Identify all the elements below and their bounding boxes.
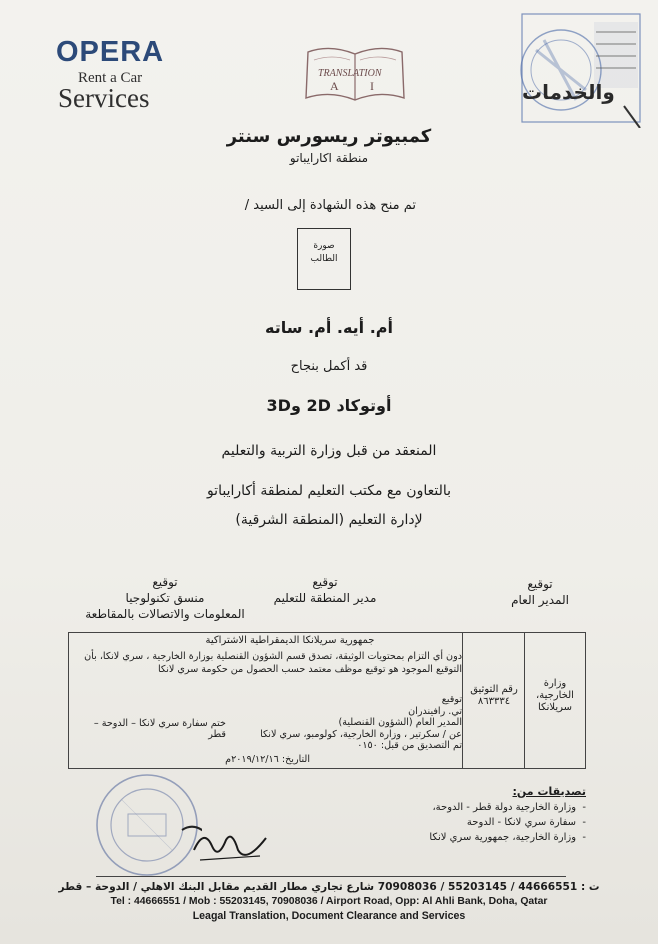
attestation-body-line2: التوقيع الموجود هو توقيع موظف معتمد حسب الحصول من حكومة سري لانكا	[157, 663, 462, 675]
institute-name: كمبيوتر ريسورس سنتر	[226, 126, 432, 147]
logo-tagline: Rent a Car	[78, 70, 143, 86]
list-item: - سفارة سري لانكا - الدوحة	[466, 817, 586, 828]
cooperation-line-1: بالتعاون مع مكتب التعليم لمنطقة أكارايباتو	[206, 483, 452, 499]
signature-general-manager	[488, 576, 592, 608]
attestation-signer	[200, 694, 462, 752]
svg-text:I: I	[370, 79, 374, 93]
translation-book-icon	[300, 40, 410, 108]
embassy-stamp-icon	[516, 10, 646, 128]
footer-arabic-contact: ت : 44666551 / 55203145 / 70908036 شارع تجاري مطار القديم مقابل البنك الاهلي / الدوحة – قطر	[58, 881, 600, 893]
footer-contact: Tel : 44666551 / Mob : 55203145, 70908036 / Airport Road, Opp: Al Ahli Bank, Doha, Qatar	[110, 896, 548, 907]
table-divider	[524, 632, 525, 769]
attestation-date: التاريخ: ٢٠١٩/١٢/١٦م	[225, 754, 310, 765]
svg-text:A: A	[330, 79, 339, 93]
region-name: منطقة اكارايباتو	[289, 151, 369, 165]
signer-title: المدير العام (الشؤون القنصلية)	[338, 717, 462, 729]
recipient-name: أم. أيه. أم. ساته	[264, 318, 393, 337]
ref-number: ٨٦٣٣٣٤	[477, 696, 511, 707]
granted-to-text: تم منح هذه الشهادة إلى السيد /	[244, 198, 416, 213]
signer-org: عن / سكرتير ، وزارة الخارجية، كولومبو، سري لانكا	[260, 728, 462, 740]
stamp-services-text: والخدمات	[522, 80, 615, 104]
photo-label	[297, 240, 351, 266]
signature-title-line1: منسق تكنولوجيا	[125, 591, 205, 605]
photo-label-line1: صورة	[313, 241, 335, 251]
photo-label-line2: الطالب	[310, 254, 338, 264]
handwritten-signature-icon	[190, 820, 270, 870]
list-item: - وزارة الخارجية دولة قطر - الدوحة،	[432, 802, 586, 813]
signature-title-line2: المعلومات والاتصالات بالمقاطعة	[85, 607, 245, 621]
completed-text: قد أكمل بنجاح	[290, 359, 368, 374]
attestation-ministry: وزارة الخارجية، سريلانكا	[536, 678, 574, 713]
attestation-body-line1: دون أي التزام بمحتويات الوثيقة، تصدق قسم الشؤون القنصلية بوزارة الخارجية ، سري لانكا، بأن	[84, 651, 462, 662]
company-seal-icon	[92, 770, 202, 880]
signature-it-coordinator	[80, 574, 250, 622]
signature-label: توقيع	[312, 575, 338, 589]
signature-label: توقيع	[527, 577, 553, 591]
attested-by-heading: تصديقات من:	[512, 785, 586, 798]
attestation-ref	[466, 684, 522, 708]
cooperation-line-2: لإدارة التعليم (المنطقة الشرقية)	[235, 512, 423, 528]
logo-services: Services	[58, 83, 150, 113]
logo-brand: OPERA	[56, 36, 165, 68]
stamp-label: TRANSLATION	[318, 68, 382, 79]
signature-label: توقيع	[152, 575, 178, 589]
signer-name: تي. رافيندران	[408, 705, 462, 717]
attestation-republic: جمهورية سريلانكا الديمقراطية الاشتراكية	[205, 635, 375, 646]
signature-title: مدير المنطقة للتعليم	[273, 591, 377, 605]
footer-divider	[96, 876, 566, 877]
organized-by-text: المنعقد من قبل وزارة التربية والتعليم	[221, 443, 437, 459]
signature-title: المدير العام	[511, 593, 569, 607]
attestation-fee: تم التصديق من قبل: ٠١٥٠	[357, 740, 462, 752]
ref-label: رقم التوثيق	[470, 684, 518, 695]
embassy-stamp-text: ختم سفارة سري لانكا – الدوحة – قطر	[93, 718, 226, 740]
course-name: أوتوكاد 2D و3D	[266, 396, 392, 415]
signer-sign-label: توقيع	[441, 694, 462, 705]
table-divider	[462, 632, 463, 769]
signature-zone-director	[250, 574, 400, 606]
attested-by-list	[380, 800, 586, 845]
attestation-body	[72, 651, 462, 676]
footer-services: Leagal Translation, Document Clearance and Services	[192, 910, 466, 922]
list-item: - وزارة الخارجية، جمهورية سري لانكا	[429, 832, 586, 843]
